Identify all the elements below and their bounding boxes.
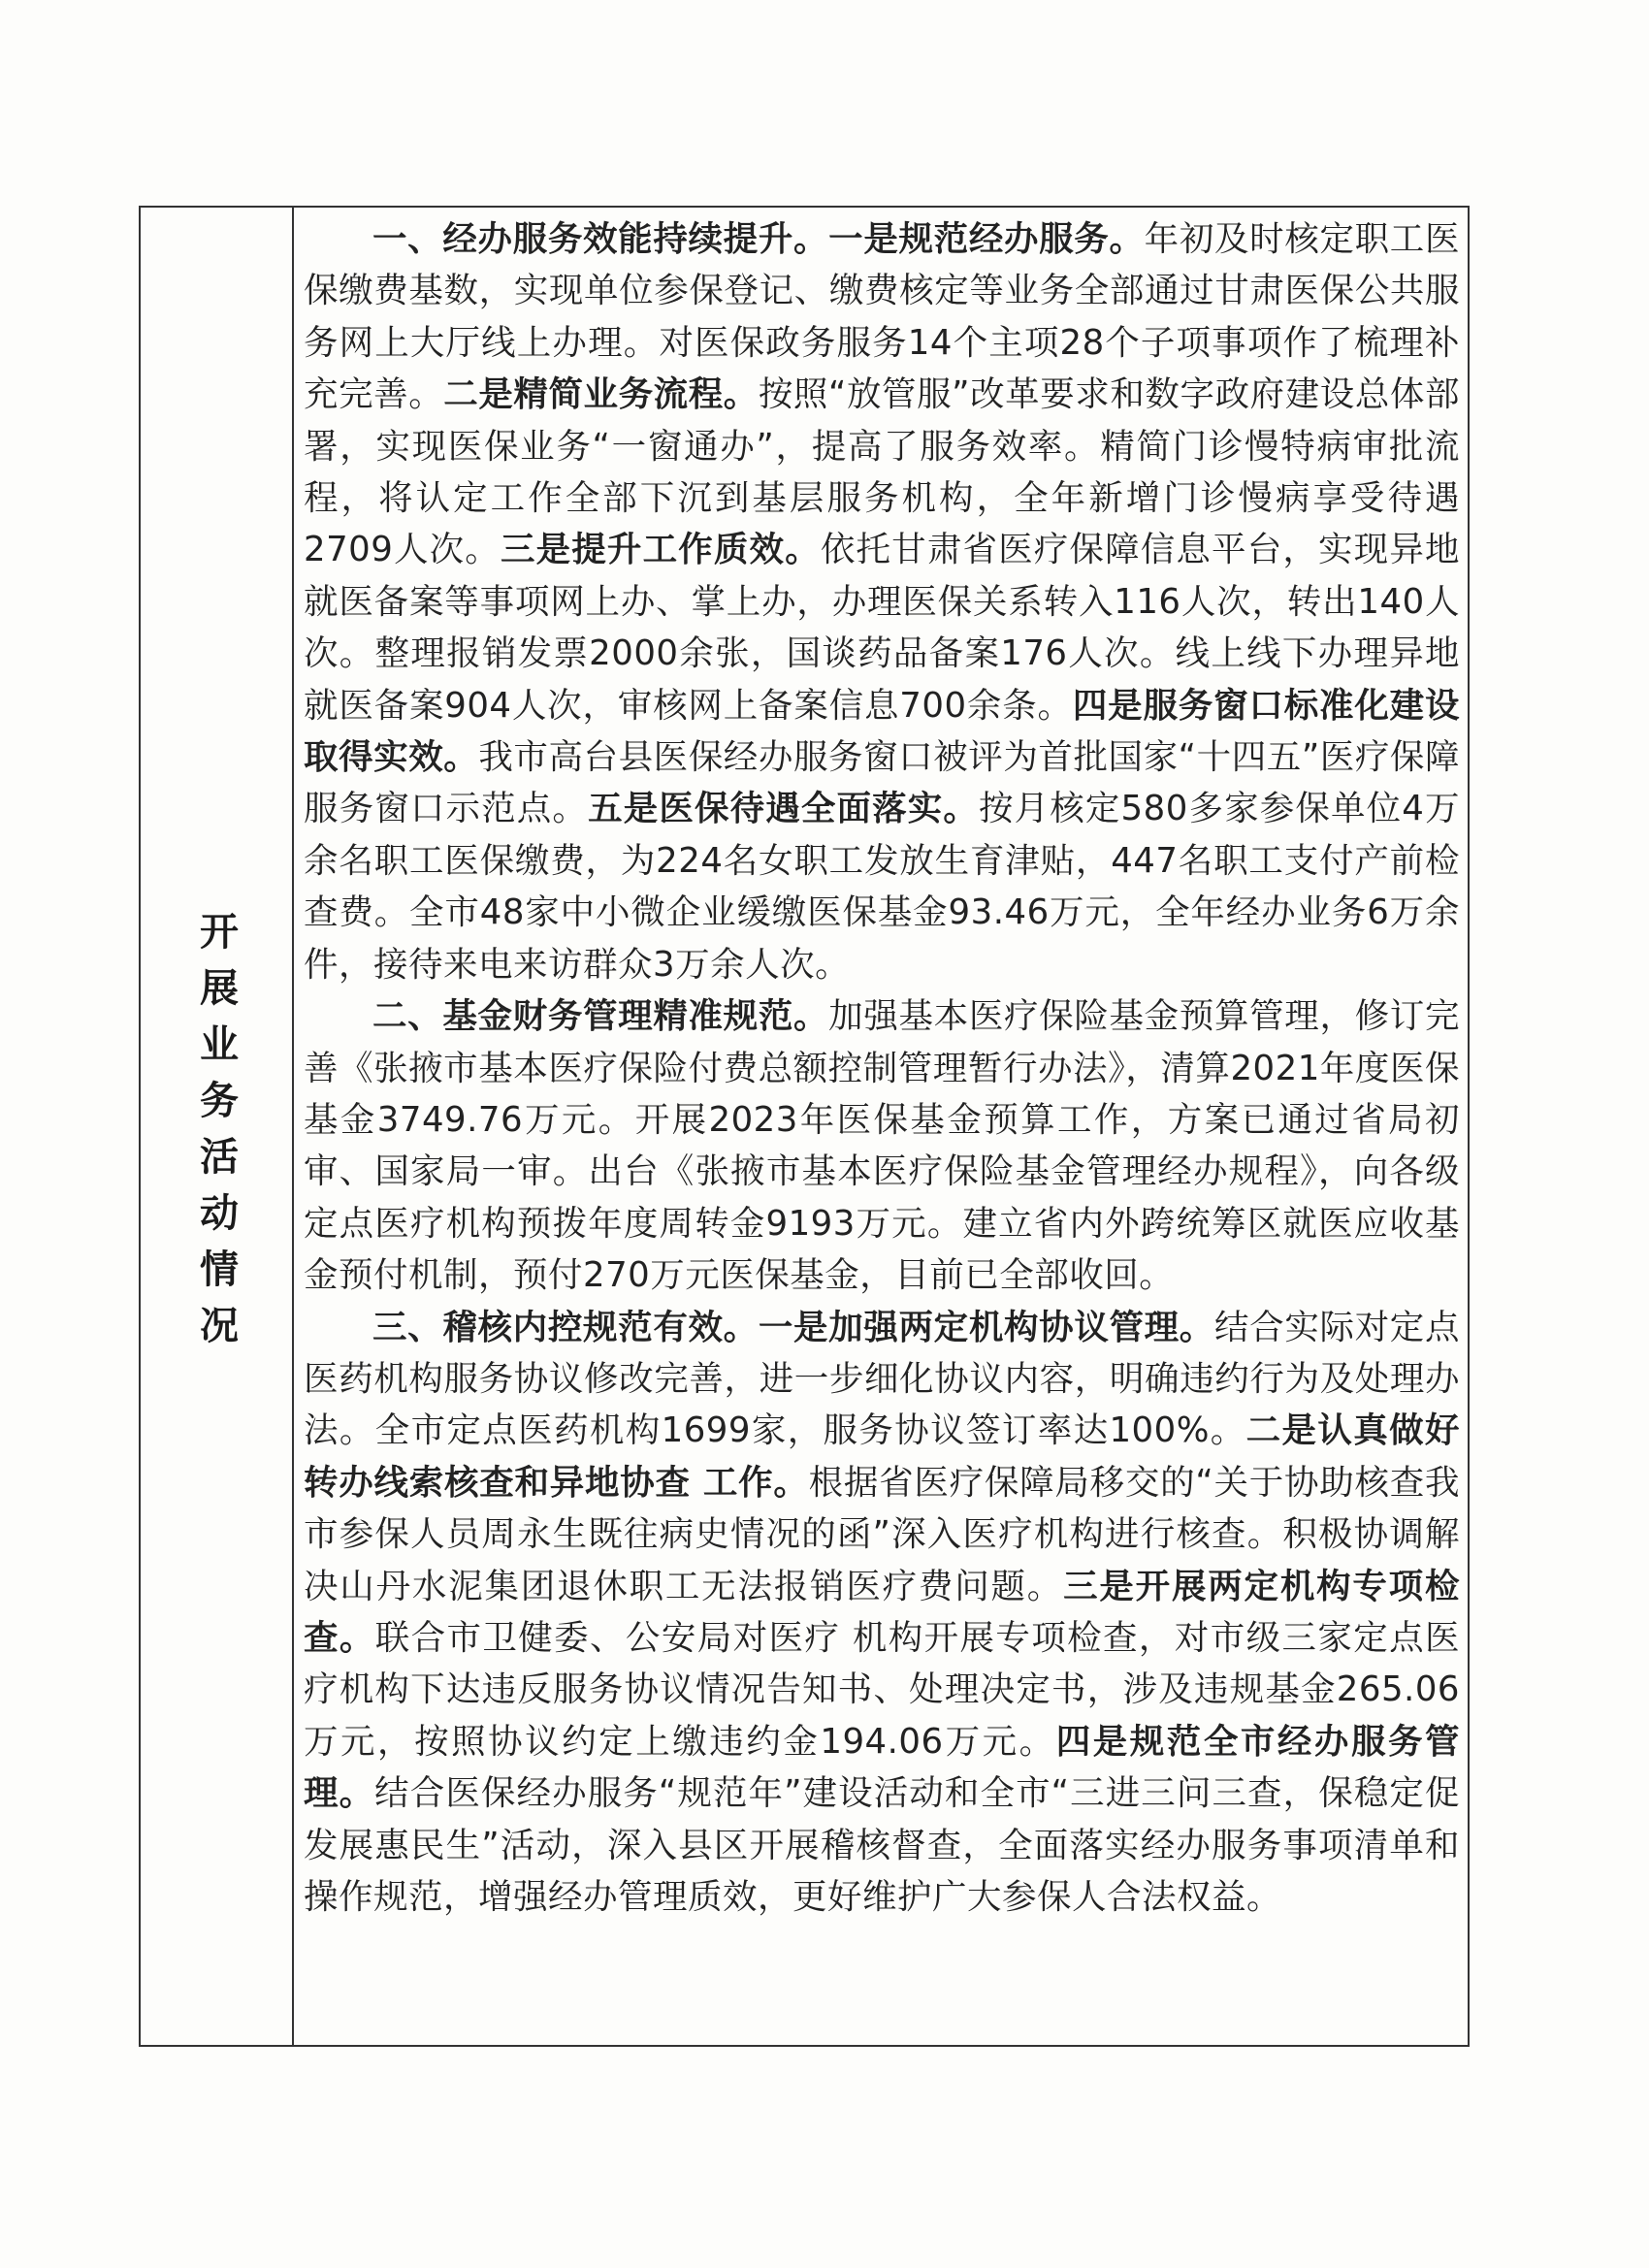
text-run: 结合医保经办服务“规范年”建设活动和全市“三进三问三查，保稳定促发展惠民生”活动，深入县区开展稽核督查，全面落实经办服务事项清单和操作规范，增强经办管理质效，更好维护广大参保人合法权益。 bbox=[304, 1773, 1460, 1917]
bold-heading-run: 五是医保待遇全面落实。 bbox=[588, 789, 980, 829]
text-run: 按月核定580多家参保单位4万余名职工医保缴费，为224名女职工发放生育津贴，447名职工支付产前检查费。全市48家中小微企业缓缴医保基金93.46万元，全年经办业务6万余件，接待来电来访群众3万余人次。 bbox=[304, 789, 1460, 985]
row-label-cell bbox=[141, 208, 294, 2045]
bold-heading-run: 一是规范经办服务。 bbox=[828, 219, 1145, 259]
text-run: 依托甘肃省医疗保障信息平台，实现异地就医备案等事项网上办、掌上办，办理医保关系转入116人次，转出140人次。整理报销发票2000余张，国谈药品备案176人次。线上线下办理异地就医备案904人次，审核网上备案信息700余条。 bbox=[304, 530, 1460, 726]
text-run: 联合市卫健委、公安局对医疗 机构开展专项检查，对市级三家定点医疗机构下达违反服务协议情况告知书、处理决定书，涉及违规基金265.06万元，按照协议约定上缴违约金194.06万元。 bbox=[304, 1617, 1460, 1762]
text-run: 加强基本医疗保险基金预算管理，修订完善《张掖市基本医疗保险付费总额控制管理暂行办法》，清算2021年度医保基金3749.76万元。开展2023年医保基金预算工作，方案已通过省局初审、国家局一审。出台《张掖市基本医疗保险基金管理经办规程》，向各级定点医疗机构预拨年度周转金9193万元。建立省内外跨统筹区就医应收基金预付机制，预付270万元医保基金，目前已全部收回。 bbox=[304, 996, 1460, 1296]
paragraph-fund-finance bbox=[304, 990, 1460, 1301]
text-run: 年初及时核定职工医保缴费基数，实现单位参保登记、缴费核定等业务全部通过甘肃医保公共服务网上大厅线上办理。对医保政务服务14个主项28个子项事项作了梳理补充完善。 bbox=[304, 219, 1460, 415]
bold-heading-run: 三、稽核内控规范有效。 bbox=[372, 1307, 759, 1347]
paragraph-service-efficiency bbox=[304, 213, 1460, 990]
bold-heading-run: 一、经办服务效能持续提升。 bbox=[372, 219, 829, 259]
row-label: 开展业务活动情况 bbox=[193, 911, 239, 1361]
bold-heading-run: 三是提升工作质效。 bbox=[500, 530, 821, 570]
bold-heading-run: 四是服务窗口标准化建设取得实效。 bbox=[304, 685, 1460, 778]
bold-heading-run: 四是规范全市经办服务管理。 bbox=[304, 1721, 1460, 1814]
paragraph-audit-control bbox=[304, 1302, 1460, 1924]
bold-heading-run: 二是精简业务流程。 bbox=[443, 374, 759, 415]
bold-heading-run: 二是认真做好转办线索核查和异地协查 工作。 bbox=[304, 1410, 1460, 1503]
text-run: 结合实际对定点医药机构服务协议修改完善，进一步细化协议内容，明确违约行为及处理办法。全市定点医药机构1699家，服务协议签订率达100%。 bbox=[304, 1307, 1460, 1451]
bold-heading-run: 一是加强两定机构协议管理。 bbox=[758, 1307, 1214, 1347]
text-run: 按照“放管服”改革要求和数字政府建设总体部署，实现医保业务“一窗通办”，提高了服务效率。精简门诊慢特病审批流程，将认定工作全部下沉到基层服务机构，全年新增门诊慢病享受待遇2709人次。 bbox=[304, 374, 1460, 570]
content-cell bbox=[294, 208, 1468, 2045]
bold-heading-run: 三是开展两定机构专项检查。 bbox=[304, 1566, 1460, 1658]
bold-heading-run: 二、基金财务管理精准规范。 bbox=[372, 996, 829, 1037]
text-run: 我市高台县医保经办服务窗口被评为首批国家“十四五”医疗保障服务窗口示范点。 bbox=[304, 737, 1460, 829]
text-run: 根据省医疗保障局移交的“关于协助核查我市参保人员周永生既往病史情况的函”深入医疗机构进行核查。积极协调解决山丹水泥集团退休职工无法报销医疗费问题。 bbox=[304, 1462, 1460, 1606]
report-table bbox=[139, 206, 1470, 2047]
